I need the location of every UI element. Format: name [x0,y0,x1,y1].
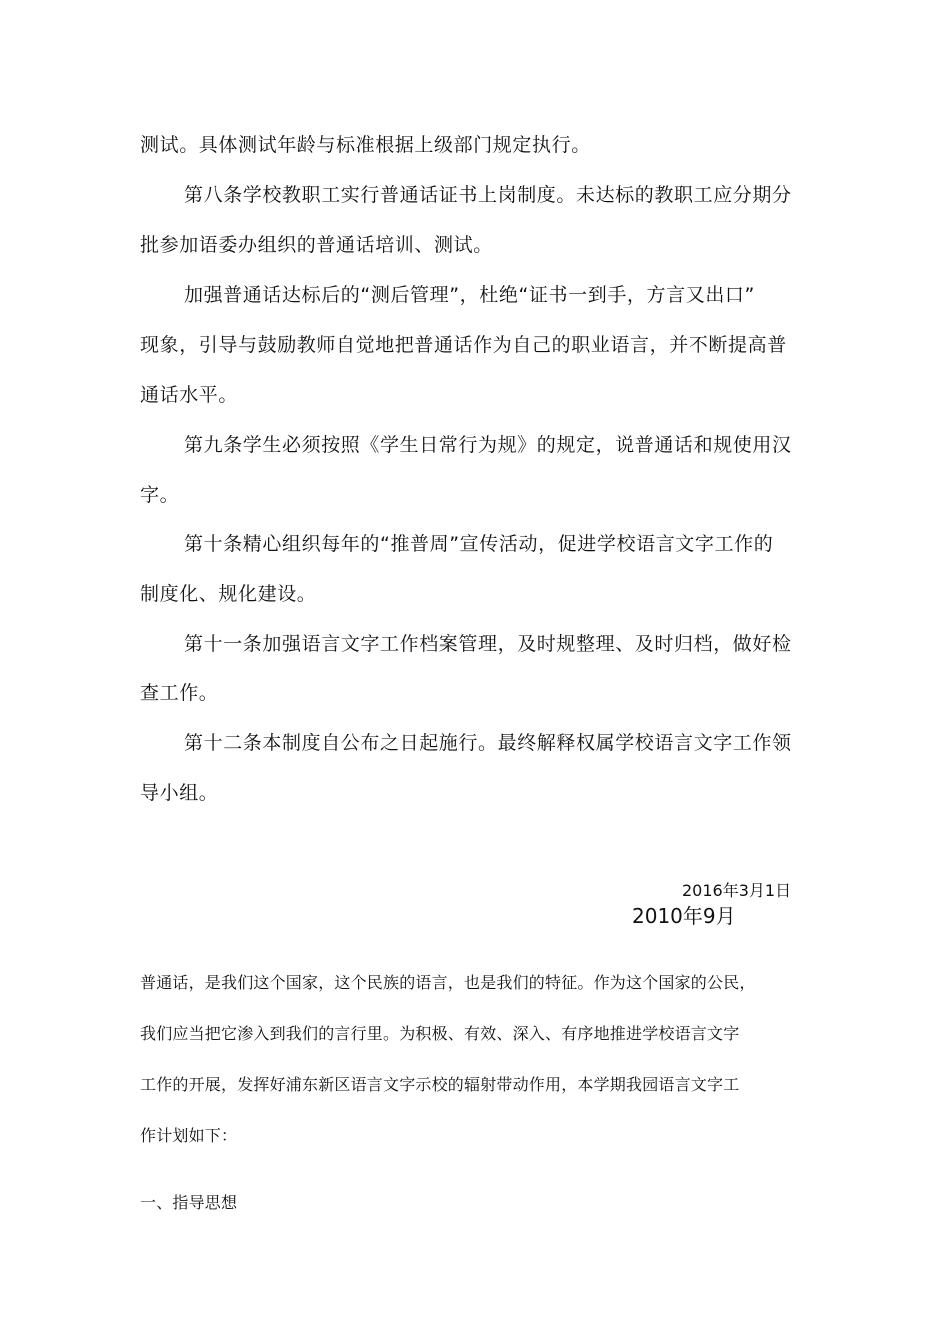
text-line: 测试。具体测试年龄与标准根据上级部门规定执行。 [140,134,591,156]
text-line: 第九条学生必须按照《学生日常行为规》的规定，说普通话和规使用汉 [184,434,792,456]
text-line: 作计划如下： [140,1126,238,1145]
section-heading: 一、指导思想 [140,1193,238,1212]
date-secondary: 2010年9月 [632,904,736,928]
text-line: 第八条学校教职工实行普通话证书上岗制度。未达标的教职工应分期分 [184,184,792,206]
text-line: 批参加语委办组织的普通话培训、测试。 [140,234,493,256]
text-line: 第十条精心组织每年的“推普周”宣传活动，促进学校语言文字工作的 [184,533,774,555]
text-line: 工作的开展，发挥好浦东新区语言文字示校的辐射带动作用，本学期我园语言文字工 [140,1075,740,1094]
text-line: 通话水平。 [140,384,239,406]
text-line: 现象，引导与鼓励教师自觉地把普通话作为自己的职业语言，并不断提高普 [140,334,787,356]
text-line: 加强普通话达标后的“测后管理”，杜绝“证书一到手，方言又出口” [184,284,755,306]
text-line: 我们应当把它渗入到我们的言行里。为积极、有效、深入、有序地推进学校语言文字 [140,1024,740,1043]
text-line: 第十二条本制度自公布之日起施行。最终解释权属学校语言文字工作领 [184,732,792,754]
text-line: 制度化、规化建设。 [140,583,317,605]
text-line: 普通话，是我们这个国家，这个民族的语言，也是我们的特征。作为这个国家的公民， [140,973,756,992]
text-line: 导小组。 [140,782,219,804]
text-line: 查工作。 [140,682,219,704]
date-primary: 2016年3月1日 [682,881,792,900]
text-line: 第十一条加强语言文字工作档案管理，及时规整理、及时归档，做好检 [184,633,792,655]
text-line: 字。 [140,484,180,506]
